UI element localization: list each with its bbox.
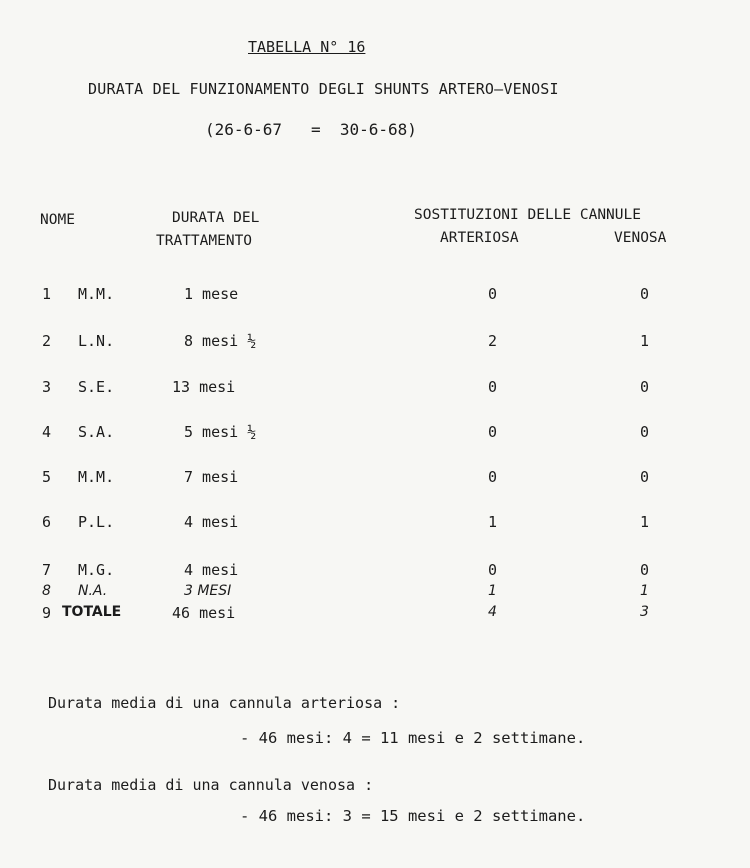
treatment-duration: 1 mese [184, 285, 239, 303]
date-range: (26-6-67 = 30-6-68) [205, 120, 417, 139]
patient-name: S.E. [78, 378, 115, 396]
venous-replacements: 0 [640, 378, 650, 396]
table-row [0, 332, 750, 356]
treatment-duration: 4 mesi [184, 561, 239, 579]
row-number: 1 [42, 285, 52, 303]
treatment-duration: 3 MESI [184, 583, 232, 599]
venous-replacements: 0 [640, 423, 650, 441]
row-number: 3 [42, 378, 52, 396]
row-number: 5 [42, 468, 52, 486]
table-subtitle: DURATA DEL FUNZIONAMENTO DEGLI SHUNTS ARTERO–VENOSI [88, 80, 559, 98]
treatment-duration: 5 mesi ½ [184, 423, 257, 441]
venous-replacements: 1 [640, 513, 650, 531]
total-venous: 3 [640, 604, 649, 620]
patient-name: M.M. [78, 468, 115, 486]
venous-replacements: 1 [640, 332, 650, 350]
arterial-replacements: 0 [488, 561, 498, 579]
table-row-total [0, 604, 750, 628]
arterial-replacements: 0 [488, 285, 498, 303]
total-label: TOTALE [62, 604, 122, 620]
venous-replacements: 1 [640, 583, 649, 599]
row-number: 7 [42, 561, 52, 579]
header-venosa: VENOSA [614, 230, 667, 246]
patient-name: N.A. [78, 583, 108, 599]
arterial-average-calc: - 46 mesi: 4 = 11 mesi e 2 settimane. [240, 729, 586, 747]
patient-name: L.N. [78, 332, 115, 350]
treatment-duration: 8 mesi ½ [184, 332, 257, 350]
venous-replacements: 0 [640, 468, 650, 486]
treatment-duration: 7 mesi [184, 468, 239, 486]
table-row [0, 378, 750, 402]
header-sostituzioni: SOSTITUZIONI DELLE CANNULE [414, 207, 641, 223]
venous-replacements: 0 [640, 561, 650, 579]
table-title: TABELLA N° 16 [248, 38, 366, 56]
header-durata-line2: TRATTAMENTO [156, 233, 253, 249]
arterial-replacements: 0 [488, 423, 498, 441]
venous-replacements: 0 [640, 285, 650, 303]
arterial-replacements: 0 [488, 468, 498, 486]
table-row [0, 561, 750, 585]
arterial-replacements: 1 [488, 583, 497, 599]
venous-average-calc: - 46 mesi: 3 = 15 mesi e 2 settimane. [240, 807, 586, 825]
patient-name: M.M. [78, 285, 115, 303]
header-nome: NOME [40, 212, 75, 228]
table-row [0, 513, 750, 537]
patient-name: M.G. [78, 561, 115, 579]
venous-average-label: Durata media di una cannula venosa : [48, 776, 374, 794]
row-number: 4 [42, 423, 52, 441]
header-durata-line1: DURATA DEL [172, 210, 260, 226]
table-row [0, 423, 750, 447]
arterial-replacements: 0 [488, 378, 498, 396]
row-number: 8 [42, 583, 51, 599]
arterial-replacements: 1 [488, 513, 498, 531]
total-duration: 46 mesi [172, 604, 236, 622]
total-arterial: 4 [488, 604, 497, 620]
arterial-average-label: Durata media di una cannula arteriosa : [48, 694, 401, 712]
treatment-duration: 4 mesi [184, 513, 239, 531]
table-row [0, 468, 750, 492]
table-row [0, 285, 750, 309]
header-arteriosa: ARTERIOSA [440, 230, 519, 246]
arterial-replacements: 2 [488, 332, 498, 350]
patient-name: S.A. [78, 423, 115, 441]
treatment-duration: 13 mesi [172, 378, 236, 396]
row-number: 2 [42, 332, 52, 350]
patient-name: P.L. [78, 513, 115, 531]
row-number: 9 [42, 604, 52, 622]
row-number: 6 [42, 513, 52, 531]
